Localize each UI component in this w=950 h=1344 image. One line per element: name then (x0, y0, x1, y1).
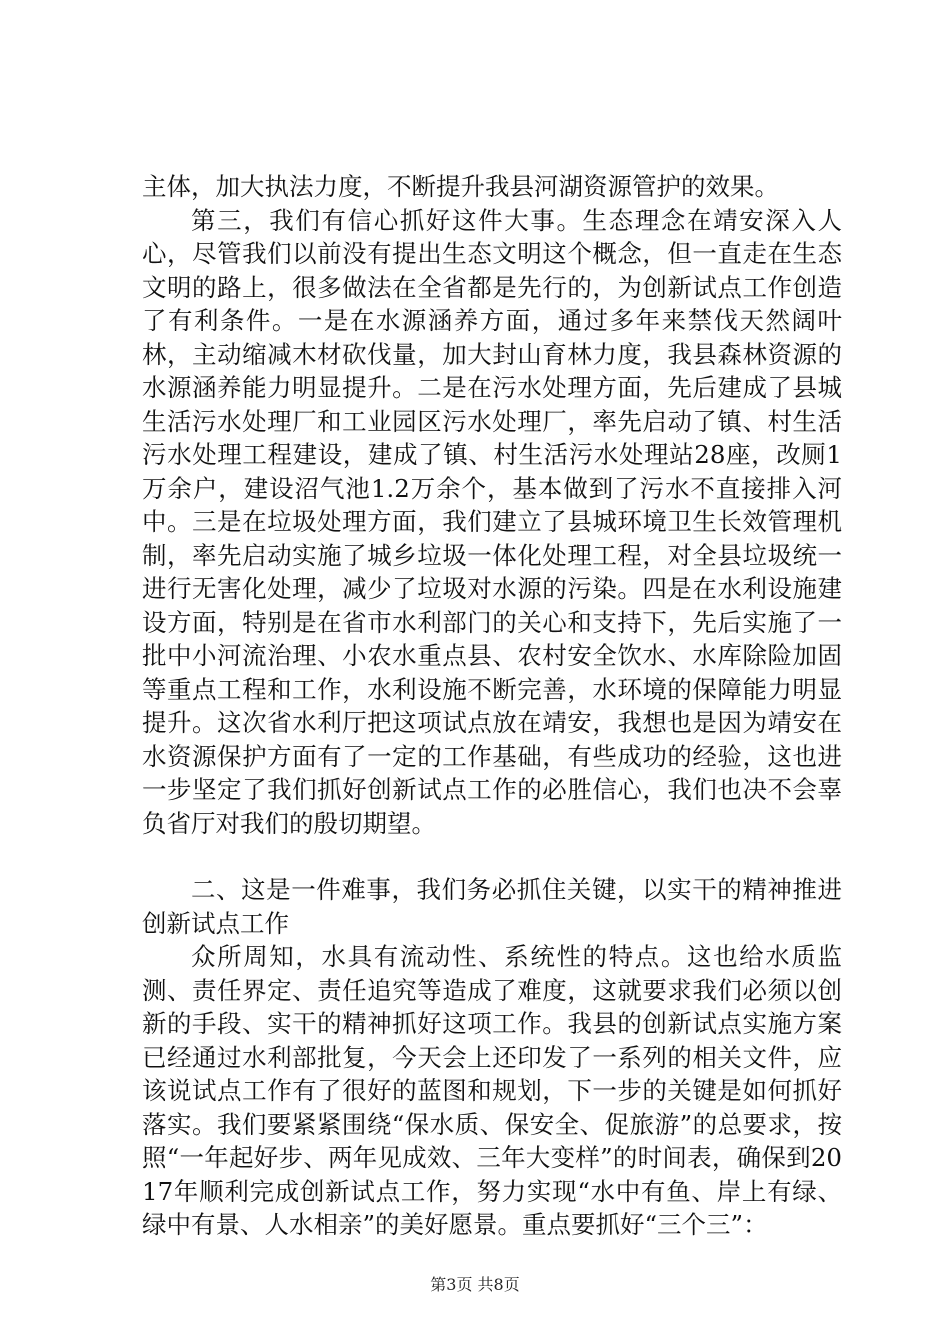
paragraph-continuation: 主体，加大执法力度，不断提升我县河湖资源管护的效果。 (142, 172, 779, 201)
paragraph-section-two-body: 众所周知，水具有流动性、系统性的特点。这也给水质监测、责任界定、责任追究等造成了难度，这就要求我们必须以创新的手段、实干的精神抓好这项工作。我县的创新试点实施方案已经通过水利部批复，今天会上还印发了一系列的相关文件，应该说试点工作有了很好的蓝图和规划，下一步的关键是如何抓好落实。我们要紧紧围绕“保水质、保安全、促旅游”的总要求，按照“一年起好步、两年见成效、三年大变样”的时间表，确保到2017年顺利完成创新试点工作，努力实现“水中有鱼、岸上有绿、绿中有景、人水相亲”的美好愿景。重点要抓好“三个三”： (142, 942, 842, 1239)
paragraph-third-point: 第三，我们有信心抓好这件大事。生态理念在靖安深入人心，尽管我们以前没有提出生态文明这个概念，但一直走在生态文明的路上，很多做法在全省都是先行的，为创新试点工作创造了有利条件。一是在水源涵养方面，通过多年来禁伐天然阔叶林，主动缩减木材砍伐量，加大封山育林力度，我县森林资源的水源涵养能力明显提升。二是在污水处理方面，先后建成了县城生活污水处理厂和工业园区污水处理厂，率先启动了镇、村生活污水处理工程建设，建成了镇、村生活污水处理站28座，改厕1万余户，建设沼气池1.2万余个，基本做到了污水不直接排入河中。三是在垃圾处理方面，我们建立了县城环境卫生长效管理机制，率先启动实施了城乡垃圾一体化处理工程，对全县垃圾统一进行无害化处理，减少了垃圾对水源的污染。四是在水利设施建设方面，特别是在省市水利部门的关心和支持下，先后实施了一批中小河流治理、小农水重点县、农村安全饮水、水库除险加固等重点工程和工作，水利设施不断完善，水环境的保障能力明显提升。这次省水利厅把这项试点放在靖安，我想也是因为靖安在水资源保护方面有了一定的工作基础，有些成功的经验，这也进一步坚定了我们抓好创新试点工作的必胜信心，我们也决不会辜负省厅对我们的殷切期望。 (142, 205, 842, 838)
document-body (142, 170, 842, 1242)
section-heading-two: 二、这是一件难事，我们务必抓住关键，以实干的精神推进创新试点工作 (142, 875, 842, 938)
page-footer: 第3页 共8页 (430, 1275, 520, 1294)
